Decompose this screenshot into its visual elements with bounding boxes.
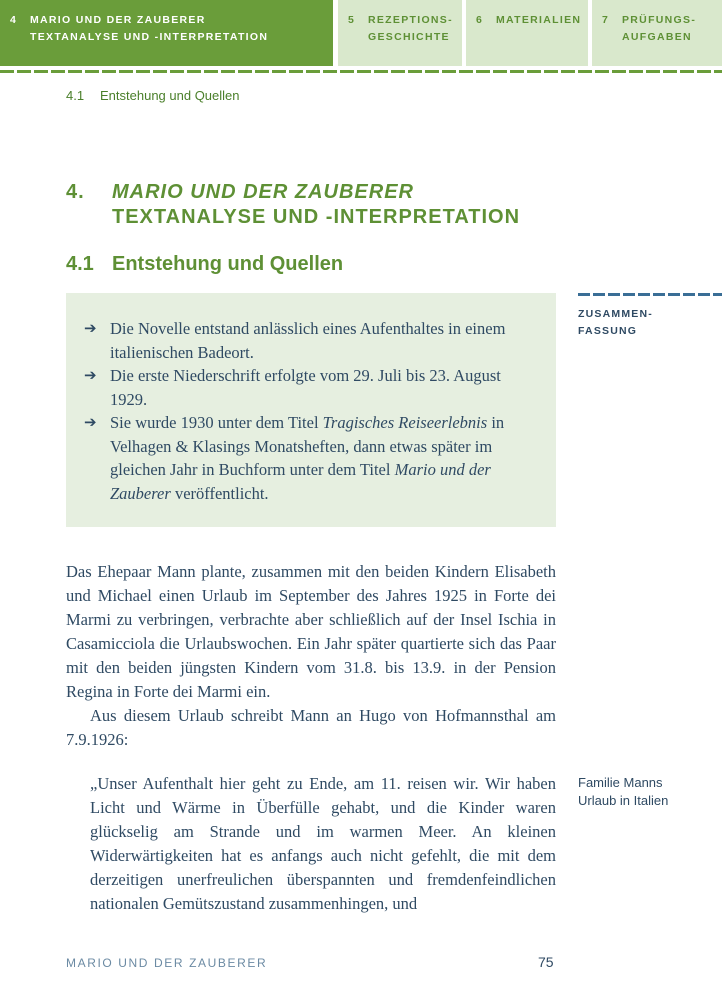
margin-note-line2: Urlaub in Italien bbox=[578, 793, 669, 808]
summary-work-title: Mario und der Zauberer bbox=[110, 460, 491, 503]
page-number: 75 bbox=[538, 954, 554, 970]
tab-label-line2: AUFGABEN bbox=[622, 31, 692, 43]
body-paragraph: Das Ehepaar Mann plante, zusammen mit den beiden Kindern Elisabeth und Michael einen Urlaub im September des Jahres 1925 in Forte dei Marmi zu verbringen, verbrachte aber schließlich auf der Insel Ischia in Casamicciola die Urlaubswochen. Ein Jahr später quartierte sich das Paar mit den beiden jüngsten Kindern vom 31.8. bis 13.9. in der Pension Regina in Forte dei Marmi ein. bbox=[66, 562, 556, 701]
navigation-divider bbox=[0, 70, 722, 73]
breadcrumb-label: Entstehung und Quellen bbox=[100, 88, 240, 103]
margin-note bbox=[578, 774, 668, 810]
section-number: 4.1 bbox=[66, 253, 94, 275]
tab-label bbox=[30, 12, 268, 46]
section-heading bbox=[66, 253, 343, 276]
body-paragraph: Aus diesem Urlaub schreibt Mann an Hugo von Hofmannsthal am 7.9.1926: bbox=[66, 706, 556, 749]
tab-label bbox=[622, 12, 696, 46]
tab-number: 4 bbox=[10, 14, 18, 26]
tab-label-line2: GESCHICHTE bbox=[368, 31, 450, 43]
tab-chapter-6[interactable] bbox=[466, 0, 588, 66]
chapter-title-subtitle: TEXTANALYSE UND -INTERPRETATION bbox=[112, 206, 521, 228]
summary-text: Die erste Niederschrift erfolgte vom 29. Juli bis 23. August 1929. bbox=[110, 366, 501, 409]
summary-label-line2: FASSUNG bbox=[578, 325, 638, 337]
summary-work-title: Tragisches Reiseerlebnis bbox=[322, 413, 488, 432]
summary-label-line1: ZUSAMMEN- bbox=[578, 308, 653, 320]
chapter-navigation bbox=[0, 0, 722, 68]
breadcrumb-number: 4.1 bbox=[66, 88, 85, 103]
tab-number: 7 bbox=[602, 14, 610, 26]
arrow-right-icon: ➔ bbox=[84, 413, 97, 431]
tab-label bbox=[368, 12, 453, 46]
tab-label-line1: PRÜFUNGS- bbox=[622, 14, 697, 26]
margin-divider bbox=[578, 293, 722, 296]
chapter-number: 4. bbox=[66, 181, 85, 203]
letter-quote: „Unser Aufenthalt hier geht zu Ende, am 11. reisen wir. Wir haben Licht und Wärme in Überfülle gehabt, und die Kinder waren glückselig am Strande und im warmen Meer. An kleinen Widerwärtigkeiten hat es anfangs auch nicht gefehlt, die mit dem derzeitigen unerfreulichen überspannten und fremdenfeindlichen nationalen Gemütszustand zusammenhingen, und bbox=[90, 774, 556, 913]
summary-text: Die Novelle entstand anlässlich eines Aufenthaltes in einem italienischen Badeort. bbox=[110, 319, 506, 362]
footer-book-title: MARIO UND DER ZAUBERER bbox=[66, 956, 268, 970]
tab-chapter-7[interactable] bbox=[592, 0, 722, 66]
tab-label-line2: TEXTANALYSE UND -INTERPRETATION bbox=[30, 31, 269, 43]
tab-label-line1: MATERIALIEN bbox=[496, 14, 582, 26]
summary-text: Sie wurde 1930 unter dem Titel bbox=[110, 413, 323, 432]
arrow-right-icon: ➔ bbox=[84, 366, 97, 384]
summary-list bbox=[84, 317, 534, 505]
summary-item bbox=[84, 317, 534, 364]
chapter-title-work: MARIO UND DER ZAUBERER bbox=[112, 181, 414, 203]
tab-label-line1: REZEPTIONS- bbox=[368, 14, 453, 26]
tab-label-line1: MARIO UND DER ZAUBERER bbox=[30, 14, 206, 26]
tab-chapter-4[interactable] bbox=[0, 0, 333, 66]
summary-margin-label bbox=[578, 306, 653, 340]
summary-item bbox=[84, 364, 534, 411]
body-text bbox=[66, 560, 556, 752]
summary-item bbox=[84, 411, 534, 505]
summary-text: veröffentlicht. bbox=[170, 483, 269, 503]
summary-text: in Velhagen & Klasings Monatsheften, dann etwas später im gleichen Jahr in Buchform unter dem Titel bbox=[110, 413, 505, 479]
arrow-right-icon: ➔ bbox=[84, 319, 97, 337]
margin-note-line1: Familie Manns bbox=[578, 775, 663, 790]
section-title: Entstehung und Quellen bbox=[112, 253, 344, 275]
tab-label bbox=[496, 12, 581, 29]
tab-chapter-5[interactable] bbox=[338, 0, 462, 66]
tab-number: 6 bbox=[476, 14, 484, 26]
summary-box bbox=[66, 293, 556, 527]
breadcrumb[interactable] bbox=[66, 88, 240, 103]
tab-number: 5 bbox=[348, 14, 356, 26]
